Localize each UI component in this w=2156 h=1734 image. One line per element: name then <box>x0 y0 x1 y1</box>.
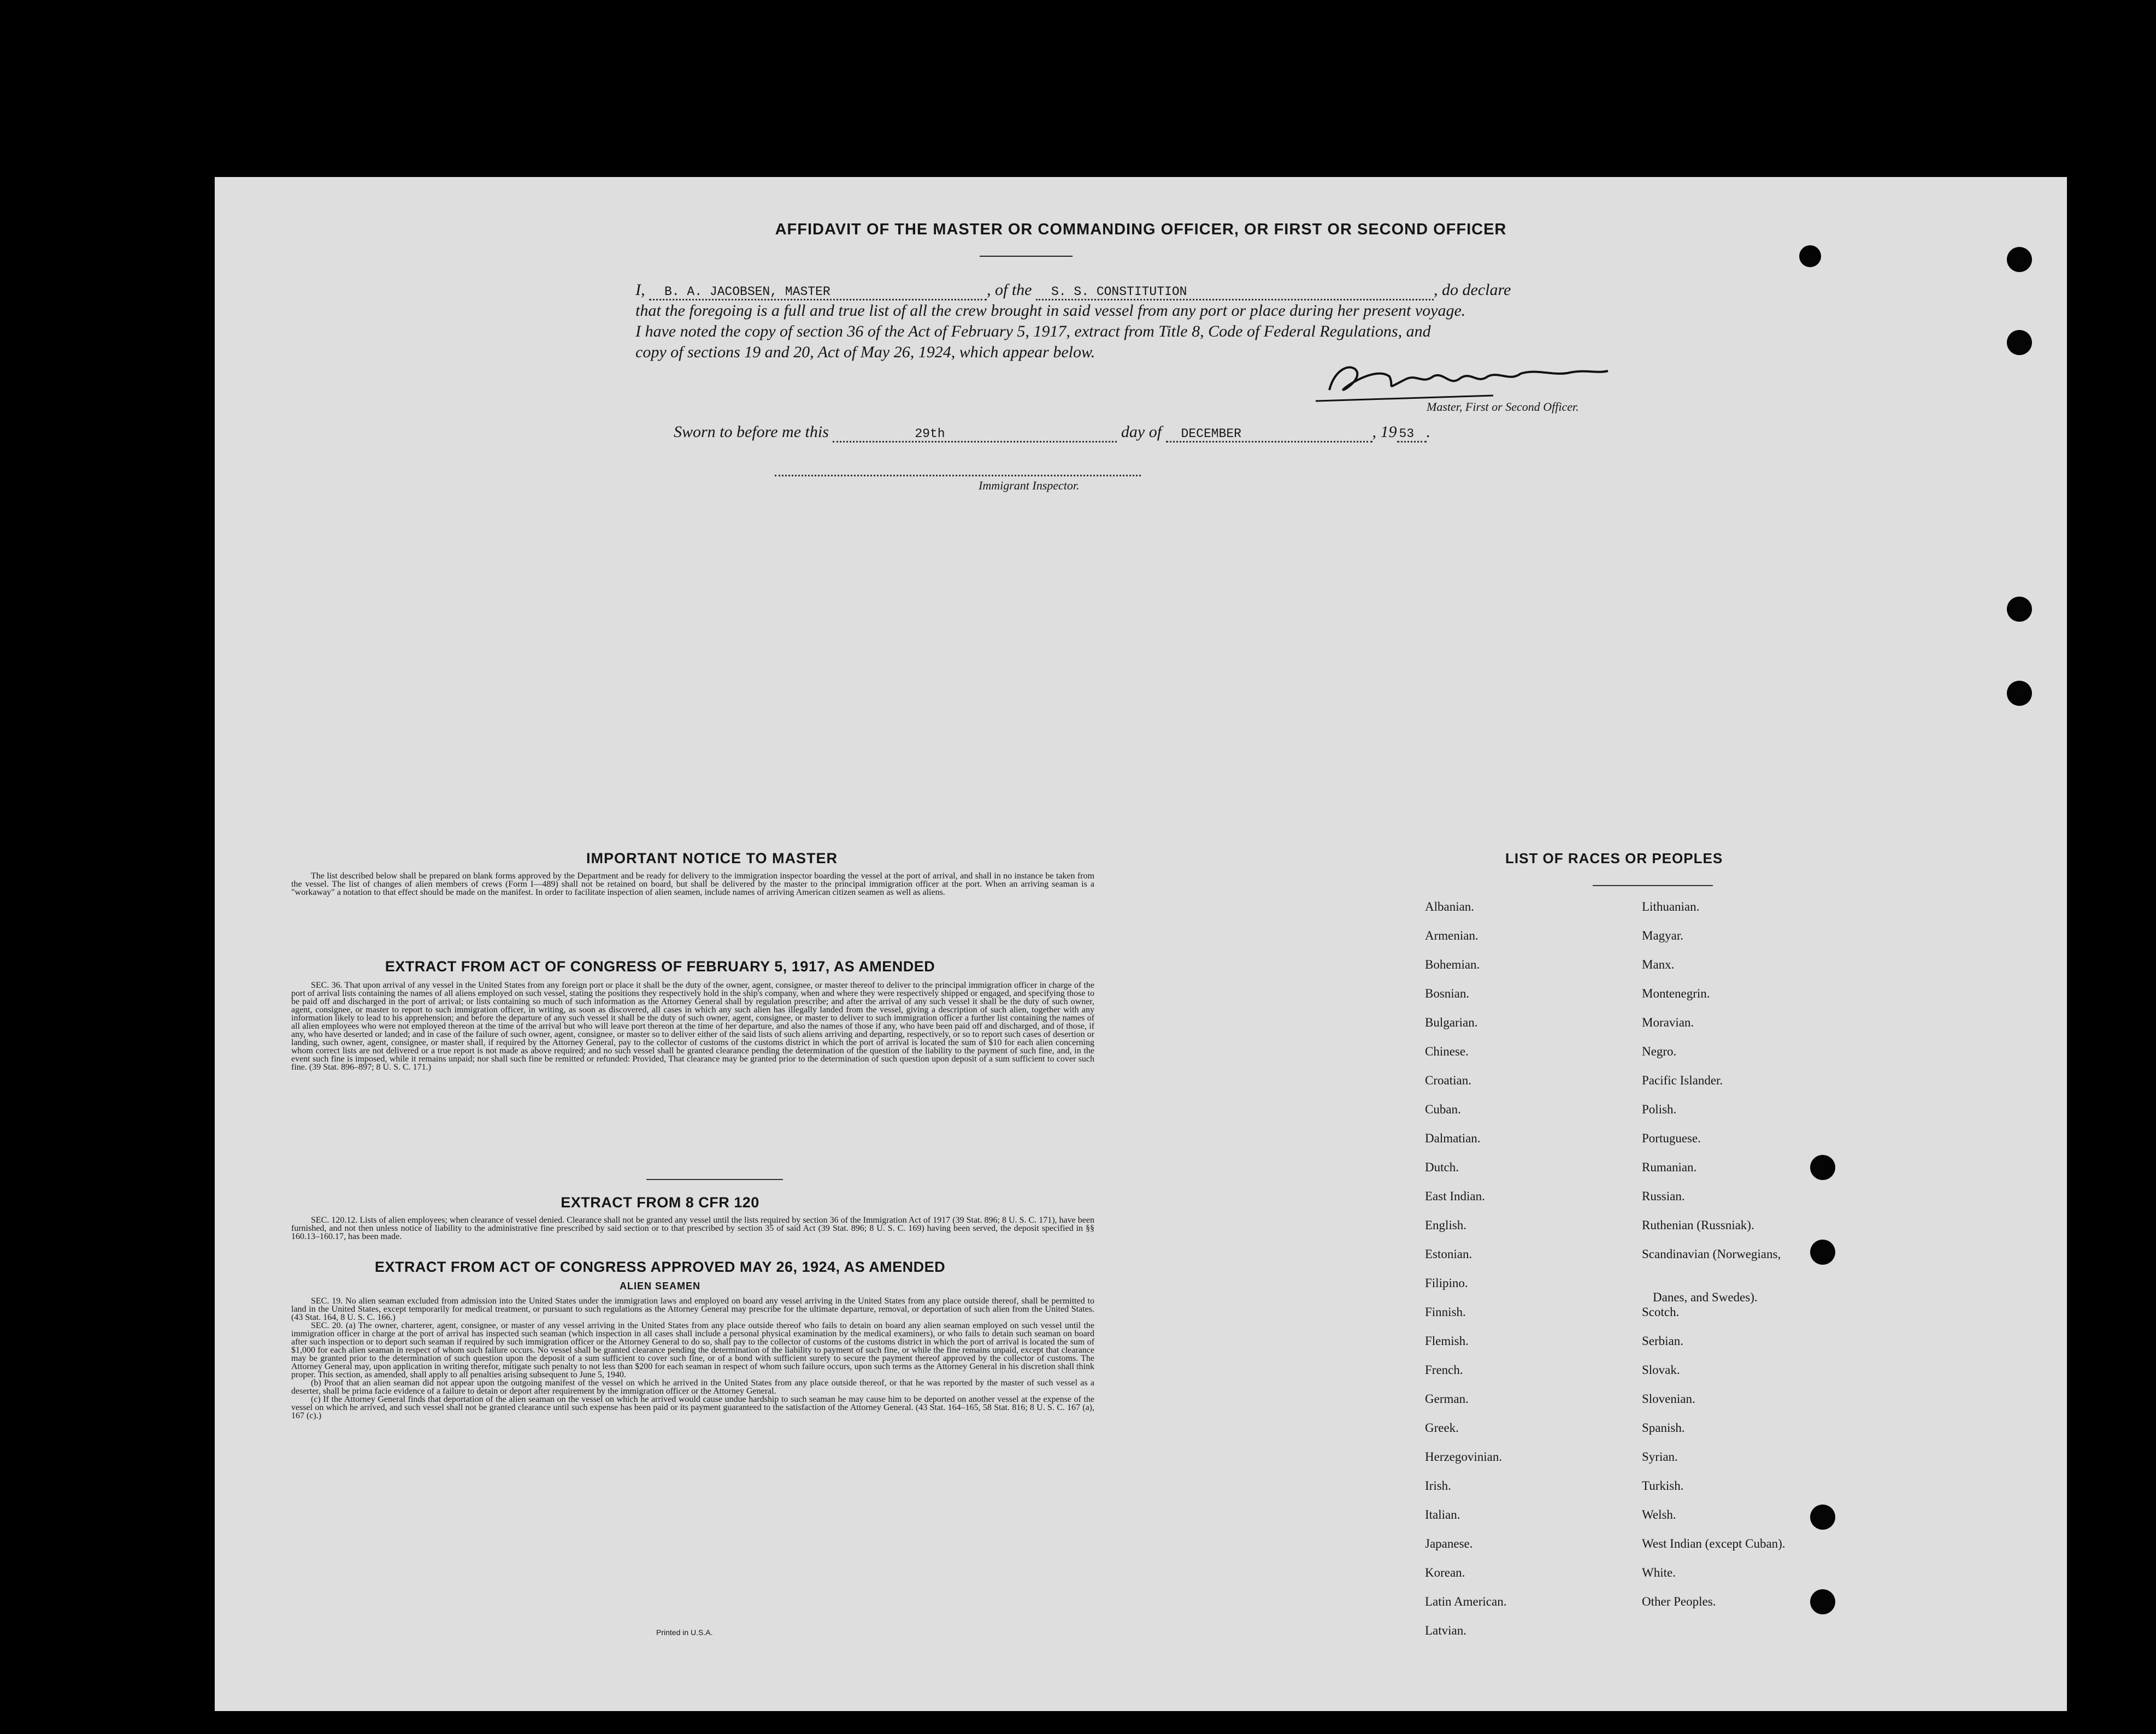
sec-20a-paragraph: SEC. 20. (a) The owner, charterer, agent, consignee, or master of any vessel arriving in the United States from any place outside thereof who fails to detain on board any alien seaman employed on such vessel until the immigration officer in charge at the port of arrival has inspected such seaman (which inspection in all cases shall include a personal physical examination by the medical examiners), or who fails to detain such seaman on board after such inspection or to deport such seaman if required by such immigration officer or the Attorney General to do so, shall pay to the collector of customs of the customs district in which the port of arrival is located the sum of $1,000 for each alien seaman in respect of whom such failure occurs. No vessel shall be granted clearance pending the determination of the liability to payment of such fine, or while the fine remains unpaid, except that clearance may be granted prior to the determination of such question upon the deposit of a sum sufficient to cover such fine, or of a bond with sufficient surety to secure the payment thereof approved by the collector of customs. The Attorney General may, upon application in writing therefor, mitigate such penalty to not less than $200 for each seaman in respect of whom such failure occurs, upon such terms as the Attorney General in his discretion shall think proper. This section, as amended, shall apply to all penalties arising subsequent to June 5, 1940. <box>291 1321 1094 1379</box>
notice-title: IMPORTANT NOTICE TO MASTER <box>586 850 838 866</box>
sworn-day-field: 29th <box>833 427 1117 443</box>
do-declare-label: , do declare <box>1434 281 1511 299</box>
of-the-label: , of the <box>987 281 1032 299</box>
document-page <box>215 177 2067 1711</box>
race-item: Welsh. <box>1642 1508 1676 1521</box>
race-item: Scandinavian (Norwegians, <box>1642 1247 1781 1261</box>
punch-hole <box>2007 247 2032 272</box>
sworn-year-field: 53 <box>1397 427 1427 443</box>
race-item: Croatian. <box>1425 1074 1471 1087</box>
sec-120-paragraph: SEC. 120.12. Lists of alien employees; when clearance of vessel denied. Clearance shall not be granted any vessel until the lists required by section 36 of the Immigration Act of 1917 (39 Stat. 896; 8 U. S. C. 171), have been furnished, and not then unless notice of liability to the administrative fine prescribed by said section or to that prescribed by section 35 of said Act (39 Stat. 896; 8 U. S. C. 169) having been served, the deposit specified in §§ 160.13–160.17, has been made. <box>291 1216 1094 1241</box>
sworn-label: Sworn to before me this <box>674 423 829 441</box>
punch-hole <box>2007 681 2032 706</box>
vessel-name-field: S. S. CONSTITUTION <box>1036 285 1434 300</box>
affidavit-line-3: I have noted the copy of section 36 of the Act of February 5, 1917, extract from Title 8, Code of Federal Regulations, and <box>635 322 1431 340</box>
race-item: Turkish. <box>1642 1479 1684 1493</box>
inspector-signature-line <box>775 475 1141 476</box>
race-item: Lithuanian. <box>1642 900 1700 913</box>
race-item: Bohemian. <box>1425 958 1480 971</box>
race-item: Polish. <box>1642 1102 1677 1116</box>
race-item: Armenian. <box>1425 929 1478 942</box>
sec-36-paragraph: SEC. 36. That upon arrival of any vessel in the United States from any foreign port or place it shall be the duty of the owner, agent, consignee, or master thereof to deliver to the principal immigration officer in charge of the port of arrival lists containing the names of all aliens employed on such vessel, stating the positions they respectively hold in the ship's company, when and where they were respectively shipped or engaged, and specifying those to be paid off and discharged in the port of arrival; or lists containing so much of such information as the Attorney General shall by regulation prescribe; and after the arrival of any such vessel it shall be the duty of such owner, agent, consignee, or master to report to such immigration officer, in writing, as soon as discovered, all cases in which any such alien has illegally landed from the vessel, giving a description of such alien, together with any information likely to lead to his apprehension; and before the departure of any such vessel it shall be the duty of such owner, agent, consignee, or master to deliver to such immigration officer a further list containing the names of all alien employees who were not employed thereon at the time of the arrival but who will leave port thereon at the time of her departure, and also the names of those if any, who have been paid off and discharged, and of those, if any, who have deserted or landed; and in case of the failure of such owner, agent, consignee, or master so to deliver either of the said lists of such aliens arriving and departing, respectively, or so to report such cases of desertion or landing, such owner, agent, consignee, or master shall, if required by the Attorney General, pay to the collector of customs of the customs district in which the port of arrival is located the sum of $10 for each alien concerning whom correct lists are not delivered or a true report is not made as above required; and no such vessel shall be granted clearance pending the determination of the question of the liability to the payment of such fine, and, in the event such fine is imposed, while it remains unpaid; nor shall such fine be remitted or refunded: Provided, That clearance may be granted prior to the determination of such question upon deposit of a sum sufficient to cover such fine. (39 Stat. 896–897; 8 U. S. C. 171.) <box>291 981 1094 1072</box>
race-item: French. <box>1425 1363 1463 1377</box>
race-item: Irish. <box>1425 1479 1451 1493</box>
sworn-month-field: DECEMBER <box>1166 427 1372 443</box>
race-item: Montenegrin. <box>1642 987 1710 1000</box>
race-item: West Indian (except Cuban). <box>1642 1537 1786 1550</box>
divider <box>1593 885 1713 886</box>
notice-text <box>291 872 1094 897</box>
race-item: White. <box>1642 1566 1676 1579</box>
divider <box>980 256 1073 257</box>
sec-19-paragraph: SEC. 19. No alien seaman excluded from admission into the United States under the immigration laws and employed on board any vessel arriving in the United States from any place outside thereof, shall be permitted to land in the United States, except temporarily for medical treatment, or pursuant to such regulations as the Attorney General may prescribe for the ultimate departure, removal, or deportation of such alien from the United States. (43 Stat. 164, 8 U. S. C. 166.) <box>291 1296 1094 1322</box>
race-item: Finnish. <box>1425 1305 1466 1319</box>
affidavit-line-1 <box>635 281 1728 300</box>
notice-paragraph: The list described below shall be prepared on blank forms approved by the Department and be ready for delivery to the immigration inspector boarding the vessel at the port of arrival, and shall in no instance be taken from the vessel. The list of changes of alien members of crews (Form I—489) shall not be retained on board, but shall be delivered by the master to the principal immigration officer at the port. When an arriving seaman is a "workaway" a notation to that effect should be made on the manifest. In order to facilitate inspection of alien seamen, include names of arriving American citizen seamen as well as aliens. <box>291 871 1094 897</box>
punch-hole <box>2007 597 2032 622</box>
race-item: German. <box>1425 1392 1469 1406</box>
race-item: Japanese. <box>1425 1537 1473 1550</box>
punch-hole <box>1799 245 1821 267</box>
race-item: Slovak. <box>1642 1363 1680 1377</box>
extract-1917-text <box>291 981 1094 1071</box>
extract-8cfr-text <box>291 1216 1094 1241</box>
race-item: Scotch. <box>1642 1305 1680 1319</box>
race-item: Magyar. <box>1642 929 1684 942</box>
race-item: Korean. <box>1425 1566 1465 1579</box>
punch-hole <box>1810 1155 1835 1180</box>
affidavit-line-4: copy of sections 19 and 20, Act of May 26, 1924, which appear below. <box>635 343 1095 361</box>
extract-1917-title: EXTRACT FROM ACT OF CONGRESS OF FEBRUARY 5, 1917, AS AMENDED <box>385 958 935 975</box>
race-item: Bosnian. <box>1425 987 1470 1000</box>
affidavit-title: AFFIDAVIT OF THE MASTER OR COMMANDING OFFICER, OR FIRST OR SECOND OFFICER <box>775 221 1507 238</box>
race-item: Albanian. <box>1425 900 1475 913</box>
i-label: I, <box>635 281 645 299</box>
race-item: Latvian. <box>1425 1624 1466 1637</box>
race-item: Rumanian. <box>1642 1160 1697 1174</box>
race-item: Ruthenian (Russniak). <box>1642 1218 1754 1232</box>
race-item: Pacific Islander. <box>1642 1074 1723 1087</box>
inspector-label: Immigrant Inspector. <box>979 479 1080 492</box>
race-item: Chinese. <box>1425 1045 1469 1058</box>
race-item: Portuguese. <box>1642 1131 1701 1145</box>
race-item: Serbian. <box>1642 1334 1684 1348</box>
printed-in-usa: Printed in U.S.A. <box>656 1628 713 1637</box>
punch-hole <box>2007 330 2032 355</box>
race-item: Moravian. <box>1642 1016 1694 1029</box>
race-item: Dalmatian. <box>1425 1131 1481 1145</box>
divider <box>646 1179 783 1180</box>
affidavit-line-2: that the foregoing is a full and true list of all the crew brought in said vessel from any port or place during her present voyage. <box>635 302 1466 320</box>
day-of-label: day of <box>1121 423 1162 441</box>
master-officer-label: Master, First or Second Officer. <box>1427 400 1579 414</box>
race-item: Russian. <box>1642 1189 1685 1203</box>
alien-seamen-subtitle: ALIEN SEAMEN <box>619 1281 700 1291</box>
race-item: Flemish. <box>1425 1334 1469 1348</box>
punch-hole <box>1810 1505 1835 1530</box>
race-item: Manx. <box>1642 958 1675 971</box>
master-name-field: B. A. JACOBSEN, MASTER <box>649 285 987 300</box>
race-item: Latin American. <box>1425 1595 1507 1608</box>
race-item: Other Peoples. <box>1642 1595 1716 1608</box>
year-prefix: , 19 <box>1372 423 1397 441</box>
race-item: Herzegovinian. <box>1425 1450 1503 1464</box>
race-item: Cuban. <box>1425 1102 1461 1116</box>
race-item: Spanish. <box>1642 1421 1685 1435</box>
races-title: LIST OF RACES OR PEOPLES <box>1505 850 1723 866</box>
race-item: Slovenian. <box>1642 1392 1695 1406</box>
race-item: Bulgarian. <box>1425 1016 1478 1029</box>
punch-hole <box>1810 1589 1835 1614</box>
race-item: Danes, and Swedes). <box>1653 1290 1758 1304</box>
race-item: Syrian. <box>1642 1450 1678 1464</box>
extract-1924-text <box>291 1297 1094 1420</box>
sec-20b-paragraph: (b) Proof that an alien seaman did not appear upon the outgoing manifest of the vessel on which he arrived in the United States from any place outside thereof, or that he was reported by the master of such vessel as a deserter, shall be prima facie evidence of a failure to detain or deport after requirement by the immigration officer or the Attorney General. <box>291 1378 1094 1396</box>
race-item: Italian. <box>1425 1508 1460 1521</box>
race-item: Dutch. <box>1425 1160 1459 1174</box>
race-item: Greek. <box>1425 1421 1459 1435</box>
race-item: Filipino. <box>1425 1276 1468 1290</box>
sec-20c-paragraph: (c) If the Attorney General finds that deportation of the alien seaman on the vessel on which he arrived would cause undue hardship to such seaman he may cause him to be deported on another vessel at the expense of the vessel on which he arrived, and such vessel shall not be granted clearance until such expense has been paid or its payment guaranteed to the satisfaction of the Attorney General. (43 Stat. 164–165, 58 Stat. 816; 8 U. S. C. 167 (a), 167 (c).) <box>291 1395 1094 1420</box>
race-item: Estonian. <box>1425 1247 1472 1261</box>
signature <box>1313 357 1619 406</box>
extract-8cfr-title: EXTRACT FROM 8 CFR 120 <box>561 1194 759 1211</box>
race-item: English. <box>1425 1218 1467 1232</box>
race-item: Negro. <box>1642 1045 1677 1058</box>
sworn-line: Sworn to before me this 29th day of DECEMBER , 19 53 . <box>674 423 1766 443</box>
extract-1924-title: EXTRACT FROM ACT OF CONGRESS APPROVED MAY 26, 1924, AS AMENDED <box>374 1259 946 1275</box>
punch-hole <box>1810 1240 1835 1265</box>
race-item: East Indian. <box>1425 1189 1485 1203</box>
